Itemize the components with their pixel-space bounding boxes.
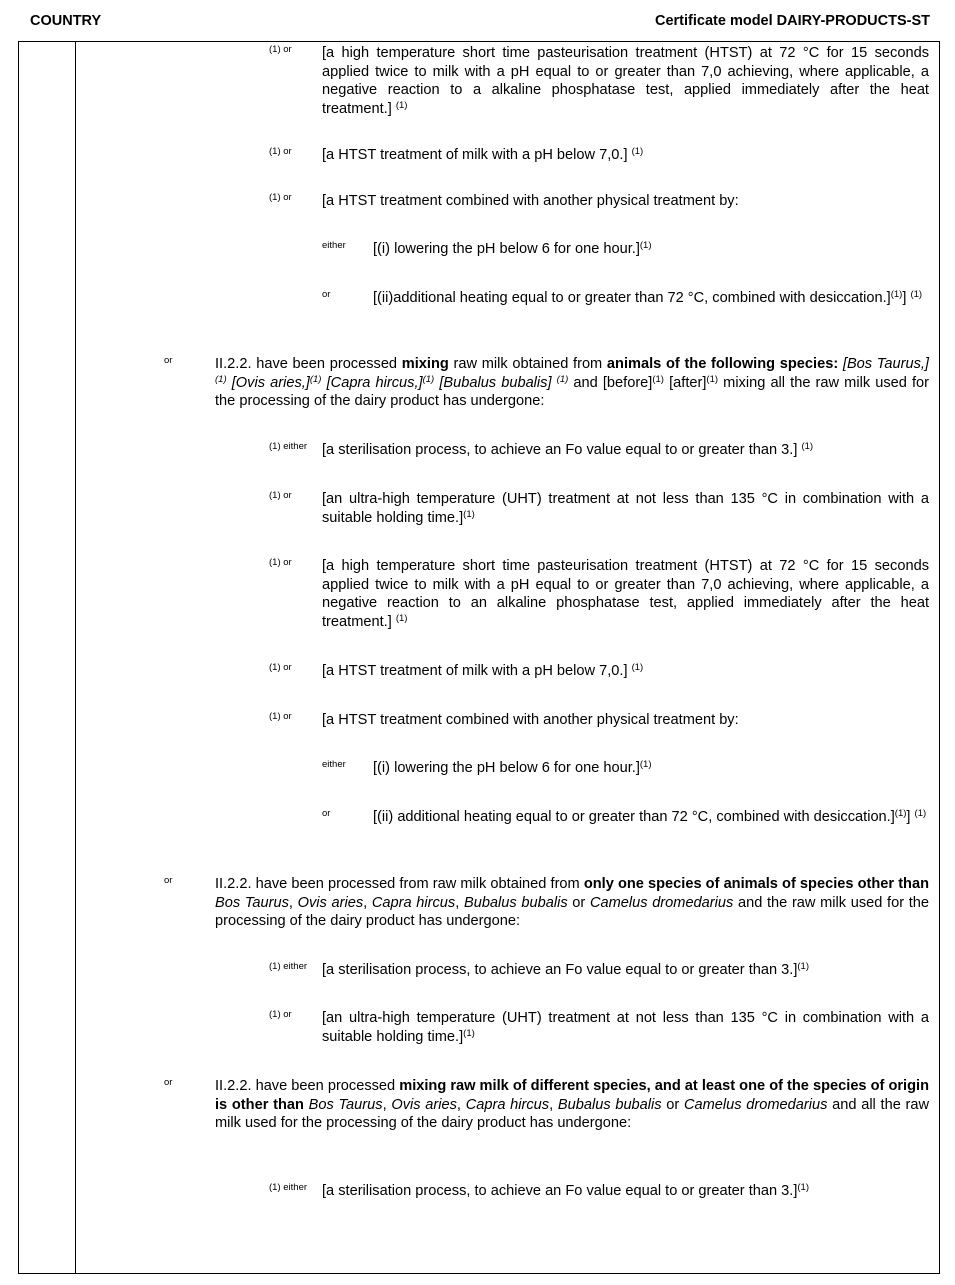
option-marker: (1) or	[269, 192, 292, 203]
option-marker: (1) or	[269, 490, 292, 501]
htst-combined-option: [a HTST treatment combined with another physical treatment by:	[322, 712, 739, 728]
option-marker: (1) either	[269, 961, 308, 972]
option-marker: (1) or	[269, 662, 292, 673]
section-ii22-one-species: II.2.2. have been processed from raw milk obtained from only one species of animals of species other than Bos Taurus, Ovis aries, Capra hircus, Bubalus bubalis or Camelus dromedarius and the raw milk used for the processing of the dairy product has undergone:	[215, 876, 930, 929]
column-separator	[75, 41, 76, 1274]
htst-combined-option: [a HTST treatment combined with another physical treatment by:	[322, 193, 739, 209]
sub-option-marker: or	[322, 289, 331, 300]
sterilisation-option: [a sterilisation process, to achieve an Fo value equal to or greater than 3.]$^{(1)}$	[322, 1182, 810, 1199]
section-ii22-mixing: II.2.2. have been processed mixing raw milk obtained from animals of the following species: [Bos Taurus,]$^{(1)}$ [Ovis aries,]$^{(1)}$ [Capra hircus,]$^{(1)}$ [Bubalus bubalis] $^{(1)}$ and [before]$^{(1)}$ [after]$^{(1)}$ mixing all the raw milk used for the processing of the dairy product has undergone:	[215, 356, 930, 409]
section-marker: or	[164, 1077, 173, 1088]
section-marker: or	[164, 875, 173, 886]
section-ii22-mixing-different-species: II.2.2. have been processed mixing raw milk of different species, and at least one of the species of origin is other than Bos Taurus, Ovis aries, Capra hircus, Bubalus bubalis or Camelus dromedarius and all the raw milk used for the processing of the dairy product has undergone:	[215, 1078, 930, 1131]
option-marker: (1) or	[269, 146, 292, 157]
option-marker: (1) or	[269, 557, 292, 568]
sub-option-marker: either	[322, 759, 346, 770]
option-marker: (1) either	[269, 1182, 308, 1193]
lowering-ph-option: [(i) lowering the pH below 6 for one hour.]$^{(1)}$	[373, 759, 652, 776]
sterilisation-option: [a sterilisation process, to achieve an Fo value equal to or greater than 3.]$^{(1)}$	[322, 961, 810, 978]
option-marker: (1) or	[269, 44, 292, 55]
section-marker: or	[164, 355, 173, 366]
option-marker: (1) or	[269, 711, 292, 722]
sterilisation-option: [a sterilisation process, to achieve an Fo value equal to or greater than 3.] $^{(1)}$	[322, 441, 814, 458]
htst-twice-option: [a high temperature short time pasteurisation treatment (HTST) at 72 °C for 15 seconds applied twice to milk with a pH equal to or greater than 7,0 achieving, where applicable, a negative reaction to a alkaline phosphatase test, applied immediately after the heat treatment.] $^{(1)}$	[322, 45, 929, 117]
certificate-model-header: Certificate model DAIRY-PRODUCTS-ST	[655, 13, 930, 29]
option-marker: (1) or	[269, 1009, 292, 1020]
additional-heating-option: [(ii)additional heating equal to or greater than 72 °C, combined with desiccation.]$^{(1)}$] $^{(1)}$	[373, 289, 923, 306]
htst-ph-below-option: [a HTST treatment of milk with a pH below 7,0.] $^{(1)}$	[322, 146, 644, 163]
sub-option-marker: or	[322, 808, 331, 819]
htst-ph-below-option: [a HTST treatment of milk with a pH below 7,0.] $^{(1)}$	[322, 662, 644, 679]
uht-option: [an ultra-high temperature (UHT) treatment at not less than 135 °C in combination with a suitable holding time.]$^{(1)}$	[322, 491, 929, 526]
lowering-ph-option: [(i) lowering the pH below 6 for one hour.]$^{(1)}$	[373, 240, 652, 257]
uht-option: [an ultra-high temperature (UHT) treatment at not less than 135 °C in combination with a suitable holding time.]$^{(1)}$	[322, 1010, 929, 1045]
sub-option-marker: either	[322, 240, 346, 251]
htst-twice-option: [a high temperature short time pasteurisation treatment (HTST) at 72 °C for 15 seconds applied twice to milk with a pH equal to or greater than 7,0 achieving, where applicable, a negative reaction to an alkaline phosphatase test, applied immediately after the heat treatment.] $^{(1)}$	[322, 558, 929, 630]
country-header: COUNTRY	[30, 13, 102, 29]
option-marker: (1) either	[269, 441, 308, 452]
additional-heating-option: [(ii) additional heating equal to or greater than 72 °C, combined with desiccation.]$^{(1)}$] $^{(1)}$	[373, 808, 927, 825]
